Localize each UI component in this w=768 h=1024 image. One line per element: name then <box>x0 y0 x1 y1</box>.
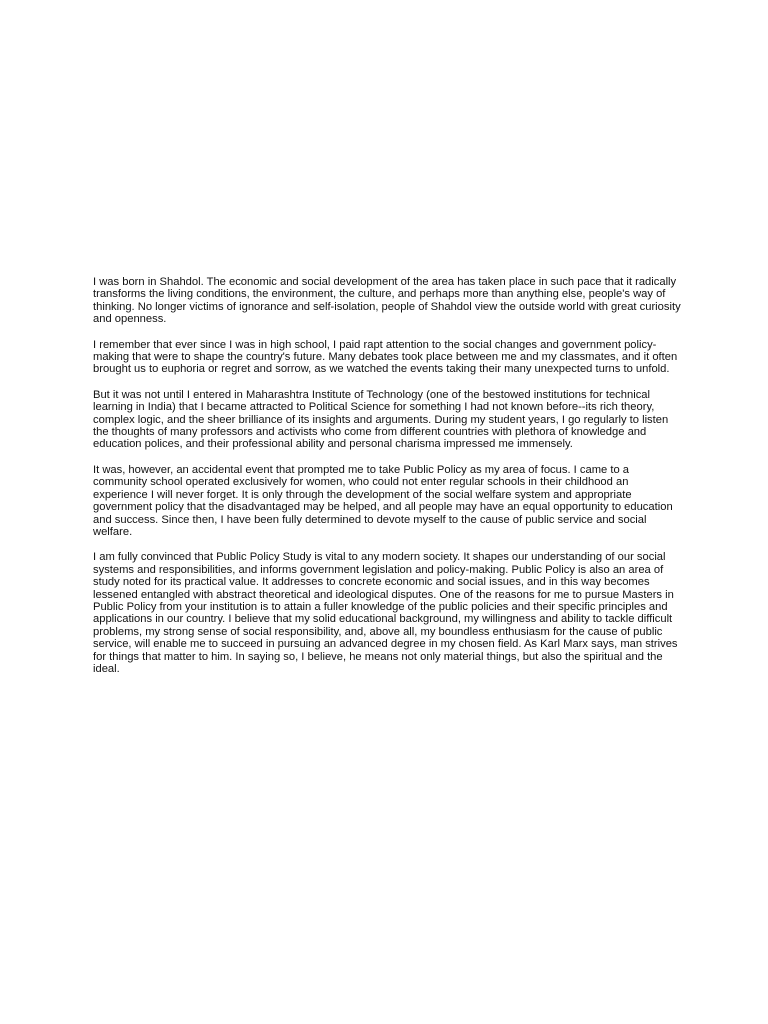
paragraph-university: But it was not until I entered in Maharashtra Institute of Technology (one of the bestowed institutions for technical learning in India) that I became attracted to Political Science for something I had not known before--its rich theory, complex logic, and the sheer brilliance of its insights and arguments. During my student years, I go regularly to listen the thoughts of many professors and activists who come from different countries with plethora of knowledge and education polices, and their professional ability and personal charisma impressed me immensely. <box>93 388 669 451</box>
paragraph-high-school: I remember that ever since I was in high school, I paid rapt attention to the social changes and government policy-making that were to shape the country's future. Many debates took place between me and my classmates, and it often brought us to euphoria or regret and sorrow, as we watched the events taking their many unexpected turns to unfold. <box>93 338 678 376</box>
paragraph-accidental-event: It was, however, an accidental event that prompted me to take Public Policy as my area of focus. I came to a community school operated exclusively for women, who could not enter regular schools in their childhood an experience I will never forget. It is only through the development of the social welfare system and appropriate government policy that the disadvantaged may be helped, and all people may have an equal opportunity to education and success. Since then, I have been fully determined to devote myself to the cause of public service and social welfare. <box>93 463 673 538</box>
paragraph-conviction: I am fully convinced that Public Policy Study is vital to any modern society. It shapes our understanding of our social systems and responsibilities, and informs government legislation and policy-making. Public Policy is also an area of study noted for its practical value. It addresses to concrete economic and social issues, and in this way becomes lessened entangled with abstract theoretical and ideological disputes. One of the reasons for me to pursue Masters in Public Policy from your institution is to attain a fuller knowledge of the public policies and their specific principles and applications in our country. I believe that my solid educational background, my willingness and ability to tackle difficult problems, my strong sense of social responsibility, and, above all, my boundless enthusiasm for the cause of public service, will enable me to succeed in pursuing an advanced degree in my chosen field. As Karl Marx says, man strives for things that matter to him. In saying so, I believe, he means not only material things, but also the spiritual and the ideal. <box>93 551 678 675</box>
document-body <box>93 276 681 688</box>
paragraph-birthplace: I was born in Shahdol. The economic and social development of the area has taken place in such pace that it radically transforms the living conditions, the environment, the culture, and perhaps more than anything else, people's way of thinking. No longer victims of ignorance and self-isolation, people of Shahdol view the outside world with great curiosity and openness. <box>93 276 681 326</box>
